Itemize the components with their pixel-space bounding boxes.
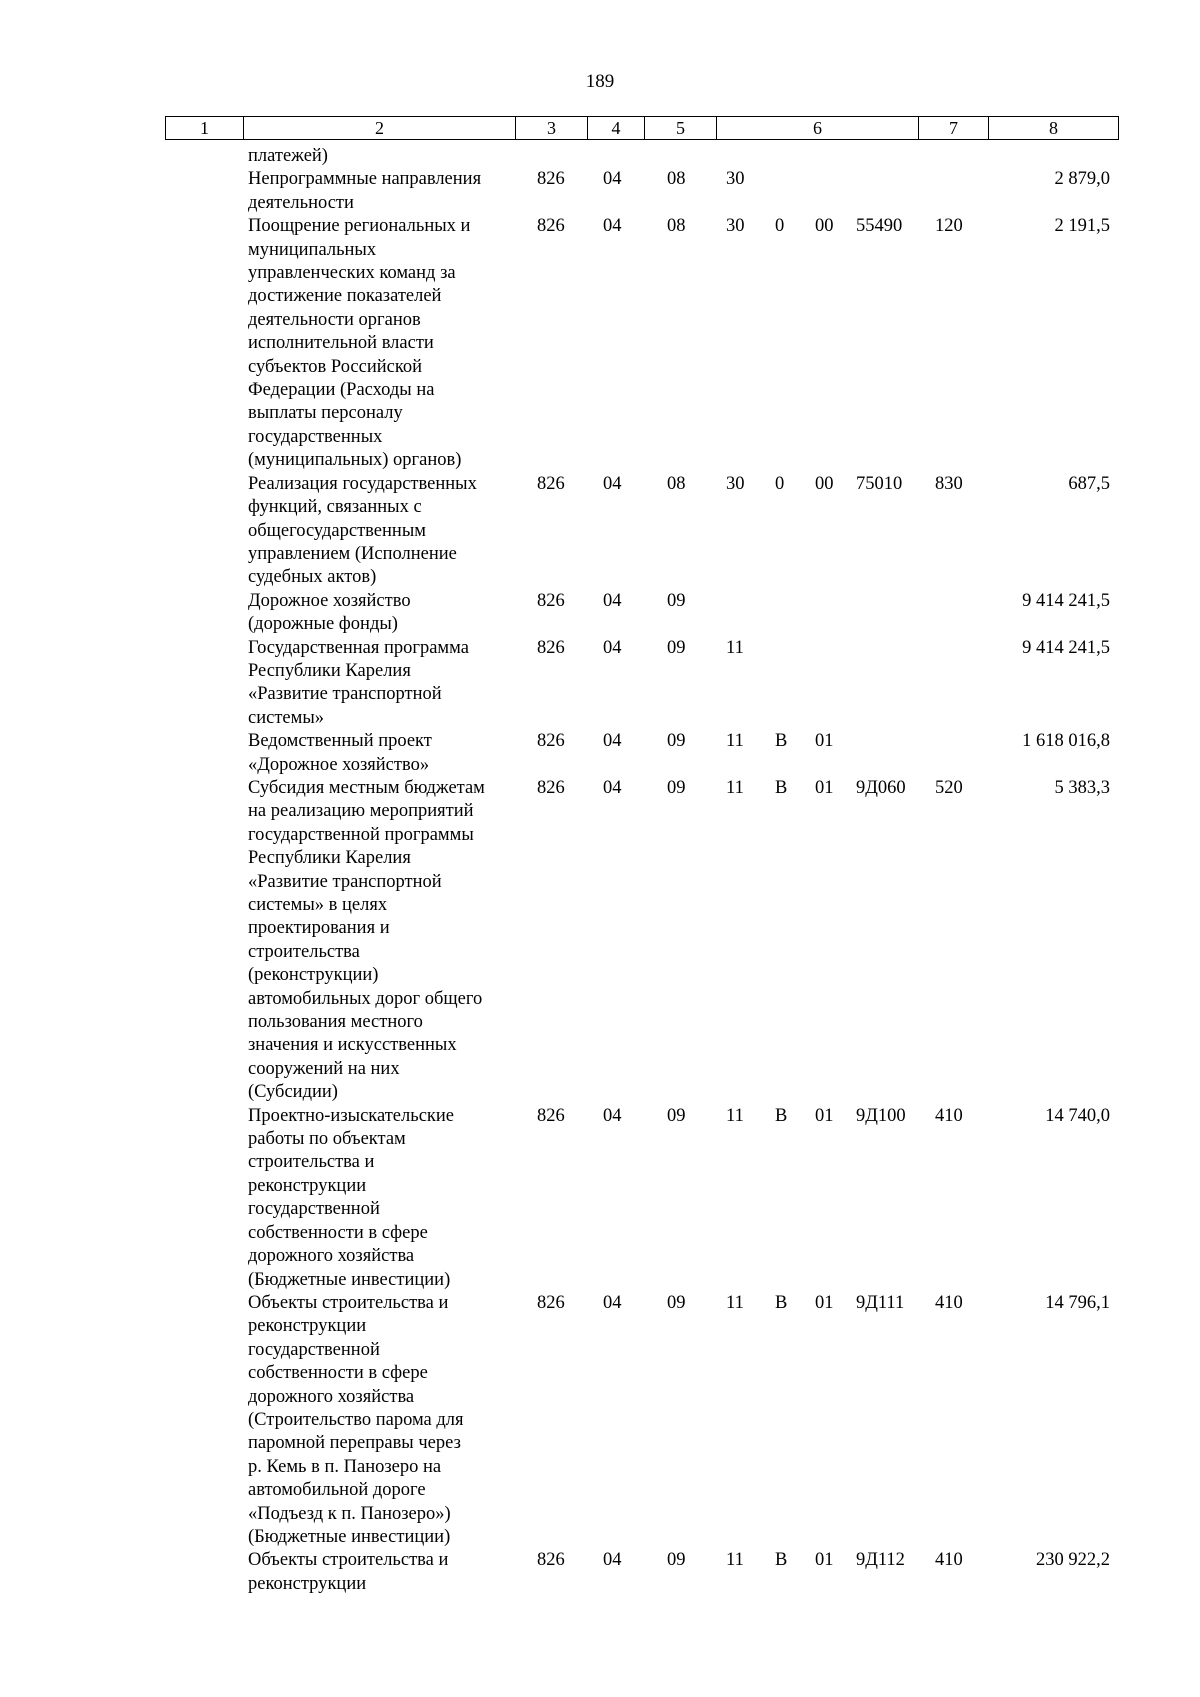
row-col-6-program: 11 [726,1105,744,1126]
row-col-6-program: 30 [726,473,745,494]
row-description: Поощрение региональных и муниципальных управленческих команд за достижение показателей деятельности органов исполнительной власти субъектов Российской Федерации (Расходы на выплаты персоналу государственных (муниципальных) органов) [248,216,471,471]
row-col-3: 826 [537,473,565,494]
row-col-5: 08 [667,473,686,494]
row-col-7: 520 [935,777,963,798]
row-col-8-amount: 9 414 241,5 [1022,590,1110,611]
row-col-6-program: 11 [726,637,744,658]
row-description: Проектно-изыскательские работы по объектам строительства и реконструкции государственной собственности в сфере дорожного хозяйства (Бюджетные инвестиции) [248,1105,455,1290]
row-col-5: 09 [667,1105,686,1126]
table-row [165,777,1118,1105]
header-col-4: 4 [588,117,645,140]
row-description: Объекты строительства и реконструкции государственной собственности в сфере дорожного хозяйства (Строительство парома для паромной переправы через р. Кемь в п. Панозеро на автомобильной дороге «Подъезд к п. Панозеро») (Бюджетные инвестиции) [248,1292,464,1547]
table-row [165,168,1118,215]
row-col-3: 826 [537,169,565,190]
header-col-1: 1 [166,117,244,140]
row-description: платежей) [248,146,328,166]
row-col-3: 826 [537,590,565,611]
row-col-7: 830 [935,473,963,494]
row-col-6-program: 11 [726,777,744,798]
row-description: Субсидия местным бюджетам на реализацию мероприятий государственной программы Республики Карелия «Развитие транспортной системы» в целях проектирования и строительства (реконструкции) автомобильных дорог общего пользования местного значения и искусственных сооружений на них (Субсидии) [248,777,485,1103]
page-number: 189 [585,71,615,92]
row-col-5: 08 [667,216,686,237]
row-col-6-program: 11 [726,1292,744,1313]
table-row [165,1549,1118,1596]
row-col-7: 410 [935,1105,963,1126]
row-col-6-event: 01 [815,1550,834,1571]
row-col-4: 04 [603,1550,622,1571]
row-col-8-amount: 14 796,1 [1045,1292,1110,1313]
row-col-3: 826 [537,777,565,798]
header-col-5: 5 [645,117,717,140]
row-col-4: 04 [603,731,622,752]
header-col-6: 6 [717,117,919,140]
row-col-6-event: 00 [815,216,834,237]
row-description: Непрограммные направления деятельности [248,169,482,213]
row-col-3: 826 [537,216,565,237]
row-col-6-program: 11 [726,1550,744,1571]
row-col-6-direction: 9Д111 [856,1292,905,1313]
row-col-6-subprogram: В [775,777,788,798]
row-col-4: 04 [603,637,622,658]
row-col-5: 09 [667,1550,686,1571]
table-row [165,730,1118,777]
row-col-4: 04 [603,169,622,190]
row-col-6-subprogram: 0 [775,473,785,494]
row-col-4: 04 [603,1105,622,1126]
table-row [165,473,1118,590]
row-col-5: 08 [667,169,686,190]
row-col-6-direction: 55490 [856,216,903,237]
row-col-6-event: 01 [815,777,834,798]
row-col-6-subprogram: 0 [775,216,785,237]
row-col-4: 04 [603,473,622,494]
header-col-7: 7 [919,117,989,140]
row-col-6-program: 11 [726,731,744,752]
row-col-8-amount: 687,5 [1068,473,1110,494]
row-col-8-amount: 9 414 241,5 [1022,637,1110,658]
row-col-4: 04 [603,1292,622,1313]
row-col-5: 09 [667,637,686,658]
row-col-6-subprogram: В [775,1550,788,1571]
header-col-3: 3 [516,117,588,140]
table-row [165,1292,1118,1549]
row-col-8-amount: 2 191,5 [1054,216,1110,237]
row-col-8-amount: 230 922,2 [1036,1550,1110,1571]
header-col-8: 8 [989,117,1119,140]
table-header [165,116,1119,140]
row-col-4: 04 [603,216,622,237]
row-col-6-program: 30 [726,169,745,190]
row-col-6-direction: 9Д100 [856,1105,906,1126]
row-col-3: 826 [537,1550,565,1571]
table-row [165,215,1118,472]
row-description: Реализация государственных функций, связанных с общегосударственным управлением (Исполнение судебных актов) [248,473,477,588]
row-col-8-amount: 2 879,0 [1054,169,1110,190]
row-col-4: 04 [603,777,622,798]
row-col-3: 826 [537,637,565,658]
row-col-6-event: 00 [815,473,834,494]
row-description: Ведомственный проект «Дорожное хозяйство» [248,731,432,775]
row-col-6-subprogram: В [775,731,788,752]
row-col-5: 09 [667,1292,686,1313]
row-col-6-direction: 9Д060 [856,777,906,798]
table-body [165,145,1118,1596]
row-col-8-amount: 5 383,3 [1054,777,1110,798]
row-col-6-direction: 9Д112 [856,1550,905,1571]
table-row [165,145,1118,168]
row-col-4: 04 [603,590,622,611]
row-col-5: 09 [667,590,686,611]
row-description: Дорожное хозяйство (дорожные фонды) [248,590,411,635]
table-row [165,590,1118,637]
row-col-6-event: 01 [815,731,834,752]
row-col-7: 410 [935,1550,963,1571]
row-description: Объекты строительства и реконструкции [248,1550,449,1594]
row-col-6-direction: 75010 [856,473,903,494]
row-col-5: 09 [667,777,686,798]
row-col-6-subprogram: В [775,1105,788,1126]
row-col-3: 826 [537,1105,565,1126]
table-row [165,637,1118,731]
row-col-3: 826 [537,1292,565,1313]
row-col-3: 826 [537,731,565,752]
row-col-6-event: 01 [815,1105,834,1126]
row-col-7: 410 [935,1292,963,1313]
row-col-6-program: 30 [726,216,745,237]
row-col-8-amount: 14 740,0 [1045,1105,1110,1126]
row-col-6-subprogram: В [775,1292,788,1313]
header-col-2: 2 [244,117,516,140]
row-col-7: 120 [935,216,963,237]
row-col-6-event: 01 [815,1292,834,1313]
row-description: Государственная программа Республики Карелия «Развитие транспортной системы» [248,637,469,728]
row-col-8-amount: 1 618 016,8 [1022,731,1110,752]
row-col-5: 09 [667,731,686,752]
table-row [165,1105,1118,1292]
